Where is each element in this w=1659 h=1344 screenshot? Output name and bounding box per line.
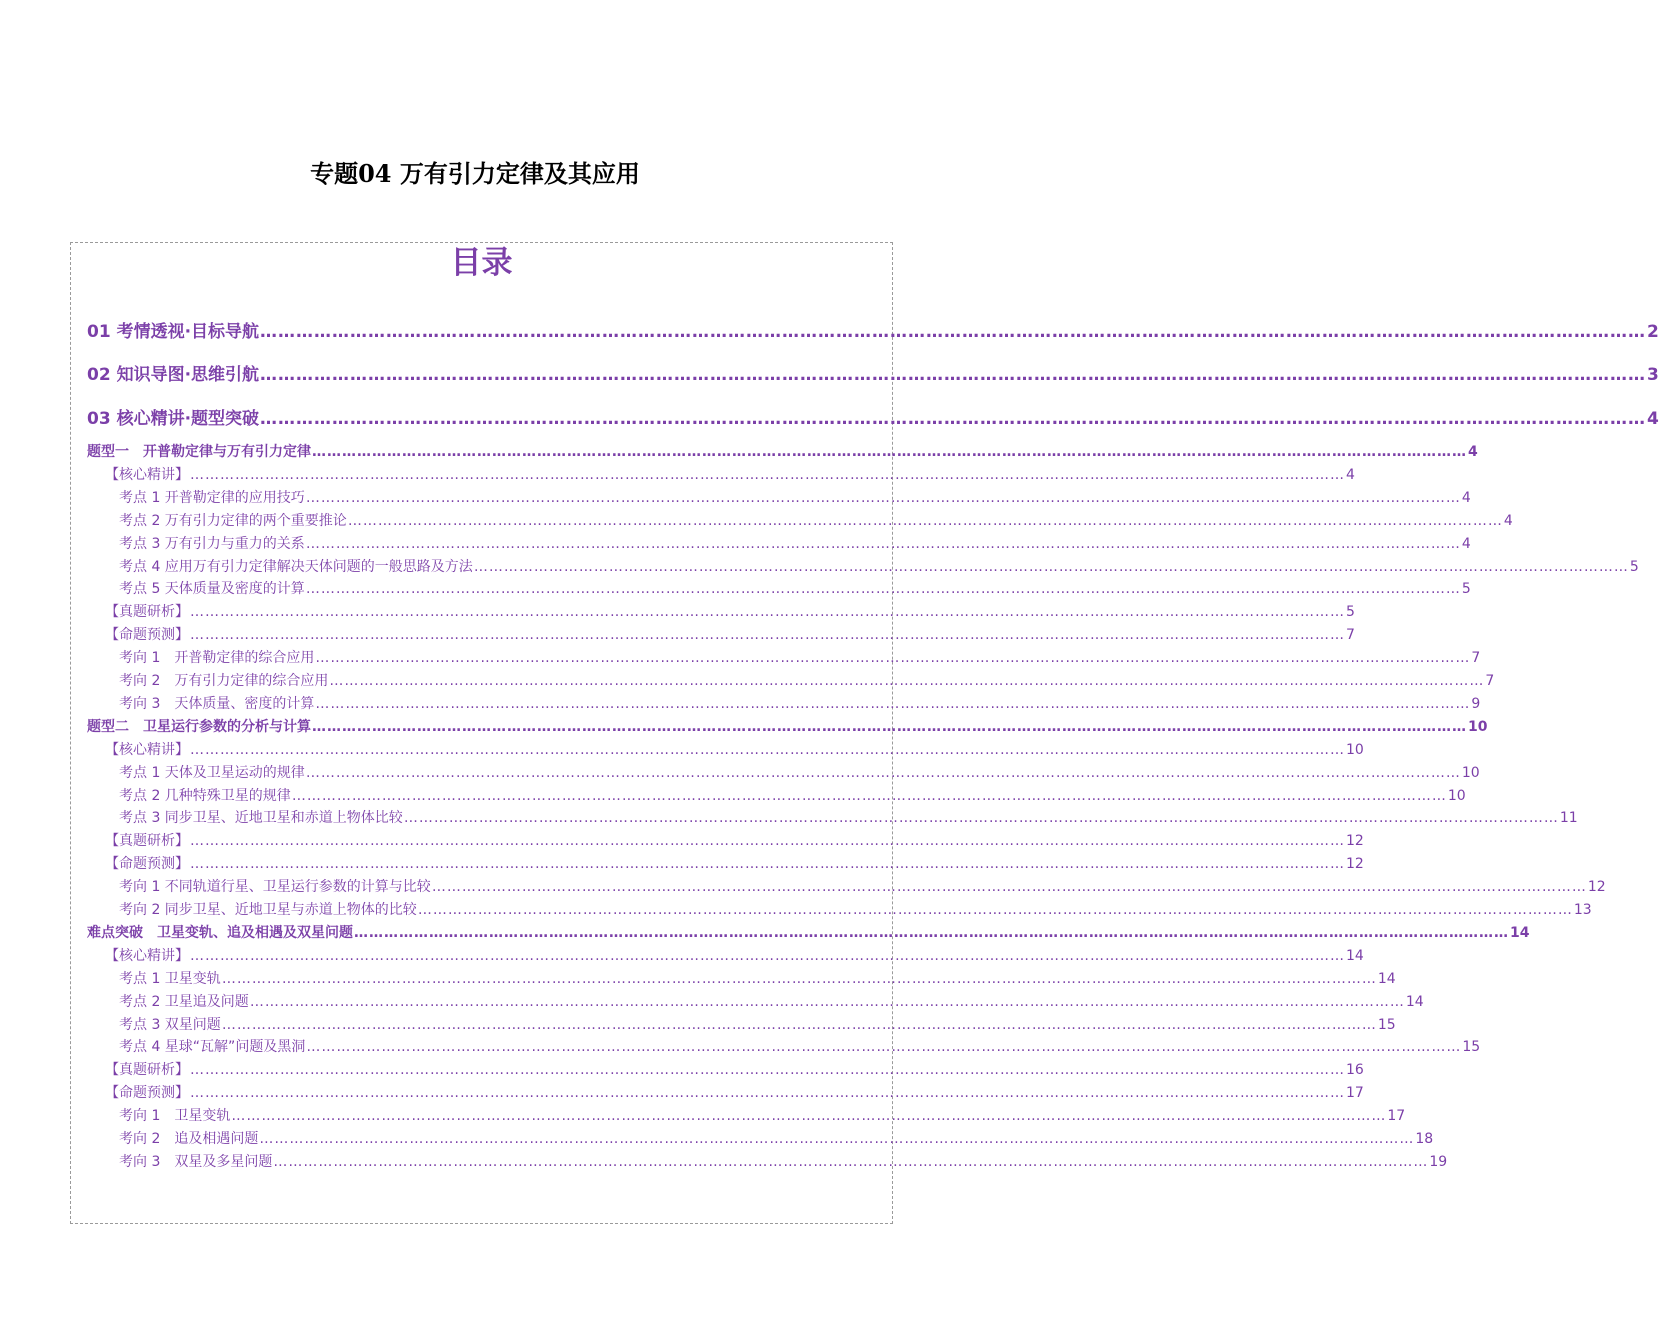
toc-entry-title: 考点 3 同步卫星、近地卫星和赤道上物体比较 [119,810,403,827]
toc-entry-page: 12 [1346,856,1364,873]
toc-entry-title: 题型一 开普勒定律与万有引力定律 [87,444,311,460]
toc-entry-page: 4 [1647,409,1659,429]
toc-entry-title: 考点 4 星球“瓦解”问题及黑洞 [119,1039,306,1056]
toc-entry-page: 4 [1346,466,1355,483]
toc-entry-page: 4 [1503,512,1513,529]
toc-entry-page: 7 [1485,673,1495,689]
toc-entry-title: 【命题预测】 [105,856,189,873]
toc-entry-title: 【真题研析】 [105,1062,189,1079]
toc-entry[interactable] [71,1082,1364,1102]
toc-entry-page: 12 [1346,833,1364,850]
toc-entry-page: 10 [1468,718,1488,735]
toc-dot-leader: …………………………………………………………………………………………………………………………………………………………………………………………………………… [190,741,1345,758]
toc-entry-page: 16 [1346,1062,1364,1079]
toc-dot-leader: …………………………………………………………………………………………………………………………………………………………………………………………………………… [431,879,1587,896]
toc-entry[interactable] [71,556,1639,576]
toc-entry-page: 7 [1471,650,1481,667]
toc-entry-title: 难点突破 卫星变轨、追及相遇及双星问题 [87,924,353,941]
toc-entry[interactable] [71,670,1495,690]
toc-entry[interactable] [71,785,1466,805]
toc-entry[interactable] [71,830,1364,850]
toc-entry-page: 2 [1647,322,1659,342]
toc-dot-leader: …………………………………………………………………………………………………………………………………………………………………………………………………………… [190,466,1345,483]
toc-dot-leader: …………………………………………………………………………………………………………………………………………………………………………………………………………… [306,1039,1462,1056]
toc-entry-title: 【核心精讲】 [105,947,189,964]
toc-entry-title: 02 知识导图·思维引航 [87,365,260,385]
toc-entry-page: 4 [1461,535,1471,552]
toc-entry[interactable] [71,578,1471,598]
toc-entry-page: 19 [1429,1153,1448,1170]
toc-entry-page: 17 [1346,1085,1364,1102]
toc-entry-title: 考向 2 追及相遇问题 [119,1131,259,1147]
toc-dot-leader: …………………………………………………………………………………………………………………………………………………………………………………………………………… [403,810,1559,827]
toc-entry[interactable] [71,510,1513,530]
toc-dot-leader: …………………………………………………………………………………………………………………………………………………………………………………………………………… [190,833,1345,850]
toc-dot-leader: …………………………………………………………………………………………………………………………………………………………………………………………………………… [312,718,1467,735]
toc-entry-page: 3 [1647,365,1659,385]
toc-entry-page: 15 [1462,1039,1481,1056]
table-of-contents [70,242,1659,1224]
toc-entry-page: 9 [1471,695,1481,712]
toc-dot-leader: …………………………………………………………………………………………………………………………………………………………………………………………………………… [190,856,1345,873]
toc-entry-title: 考点 2 几种特殊卫星的规律 [119,787,291,804]
toc-entry-title: 考向 2 万有引力定律的综合应用 [119,673,329,689]
toc-entry[interactable] [71,716,1488,736]
toc-entry[interactable] [71,487,1471,507]
toc-entry-title: 【核心精讲】 [105,741,189,758]
toc-entry-title: 考点 3 万有引力与重力的关系 [119,535,305,552]
toc-entry-page: 10 [1346,741,1364,758]
toc-dot-leader: …………………………………………………………………………………………………………………………………………………………………………………………………………… [260,322,1647,342]
toc-entry-title: 考点 5 天体质量及密度的计算 [119,581,305,598]
toc-dot-leader: …………………………………………………………………………………………………………………………………………………………………………………………………………… [190,947,1345,964]
toc-entry[interactable] [71,317,1659,342]
toc-dot-leader: …………………………………………………………………………………………………………………………………………………………………………………………………………… [260,409,1647,429]
toc-dot-leader: …………………………………………………………………………………………………………………………………………………………………………………………………………… [305,489,1461,506]
toc-entry-title: 题型二 卫星运行参数的分析与计算 [87,718,311,735]
toc-dot-leader: …………………………………………………………………………………………………………………………………………………………………………………………………………… [190,627,1345,644]
toc-entry[interactable] [71,968,1396,988]
toc-entry-title: 【命题预测】 [105,1085,189,1102]
toc-dot-leader: …………………………………………………………………………………………………………………………………………………………………………………………………………… [305,535,1461,552]
toc-entry[interactable] [71,360,1659,385]
toc-entry[interactable] [71,991,1424,1011]
toc-entry-page: 5 [1461,581,1471,598]
toc-entry-title: 考向 3 双星及多星问题 [119,1153,273,1170]
toc-dot-leader: …………………………………………………………………………………………………………………………………………………………………………………………………………… [273,1153,1429,1170]
toc-entry-page: 14 [1405,993,1424,1010]
toc-entry-title: 考向 2 同步卫星、近地卫星与赤道上物体的比较 [119,902,417,918]
toc-dot-leader: …………………………………………………………………………………………………………………………………………………………………………………………………………… [315,650,1471,667]
toc-entry-title: 【核心精讲】 [105,466,189,483]
toc-entry[interactable] [71,693,1481,713]
toc-entry[interactable] [71,739,1364,759]
toc-entry-title: 【命题预测】 [105,627,189,644]
toc-entry[interactable] [71,762,1480,782]
toc-entry[interactable] [71,647,1481,667]
toc-entry-title: 03 核心精讲·题型突破 [87,409,260,429]
toc-entry-page: 10 [1447,787,1466,804]
toc-dot-leader: …………………………………………………………………………………………………………………………………………………………………………………………………………… [354,924,1509,941]
toc-entry[interactable] [71,624,1355,644]
toc-entry-title: 【真题研析】 [105,604,189,621]
toc-entry[interactable] [71,464,1355,484]
toc-entry-page: 10 [1461,764,1480,781]
toc-entry-page: 5 [1346,604,1355,621]
toc-dot-leader: …………………………………………………………………………………………………………………………………………………………………………………………………………… [190,1085,1345,1102]
toc-dot-leader: …………………………………………………………………………………………………………………………………………………………………………………………………………… [249,993,1405,1010]
toc-dot-leader: …………………………………………………………………………………………………………………………………………………………………………………………………………… [312,444,1467,460]
toc-dot-leader: …………………………………………………………………………………………………………………………………………………………………………………………………………… [473,558,1629,575]
toc-entry[interactable] [71,1036,1481,1056]
toc-entry[interactable] [71,441,1478,461]
toc-heading: 目录 [450,245,513,281]
toc-entry[interactable] [71,1105,1406,1125]
toc-dot-leader: …………………………………………………………………………………………………………………………………………………………………………………………………………… [305,581,1461,598]
toc-dot-leader: …………………………………………………………………………………………………………………………………………………………………………………………………………… [417,902,1573,918]
toc-entry-title: 【真题研析】 [105,833,189,850]
toc-entry-page: 13 [1573,902,1592,918]
toc-dot-leader: …………………………………………………………………………………………………………………………………………………………………………………………………………… [259,1131,1415,1147]
toc-entry[interactable] [71,1128,1434,1148]
toc-dot-leader: …………………………………………………………………………………………………………………………………………………………………………………………………………… [221,970,1377,987]
toc-entry[interactable] [71,1151,1448,1171]
toc-dot-leader: …………………………………………………………………………………………………………………………………………………………………………………………………………… [190,604,1345,621]
toc-entry[interactable] [71,1014,1396,1034]
toc-dot-leader: …………………………………………………………………………………………………………………………………………………………………………………………………………… [347,512,1503,529]
toc-entry[interactable] [71,601,1355,621]
toc-entry-page: 14 [1346,947,1364,964]
toc-entry[interactable] [71,899,1592,919]
toc-entry-title: 考点 1 卫星变轨 [119,970,221,987]
toc-dot-leader: …………………………………………………………………………………………………………………………………………………………………………………………………………… [305,764,1461,781]
toc-entry-title: 考点 2 万有引力定律的两个重要推论 [119,512,347,529]
document-title: 专题04 万有引力定律及其应用 [310,159,640,188]
toc-entry[interactable] [71,876,1606,896]
toc-entry[interactable] [71,807,1578,827]
toc-dot-leader: …………………………………………………………………………………………………………………………………………………………………………………………………………… [221,1016,1377,1033]
toc-entry-page: 11 [1559,810,1578,827]
toc-entry-title: 考点 1 天体及卫星运动的规律 [119,764,305,781]
toc-entry[interactable] [71,404,1659,429]
toc-dot-leader: …………………………………………………………………………………………………………………………………………………………………………………………………………… [315,695,1471,712]
toc-entry-title: 考点 4 应用万有引力定律解决天体问题的一般思路及方法 [119,558,473,575]
toc-dot-leader: …………………………………………………………………………………………………………………………………………………………………………………………………………… [231,1108,1387,1125]
toc-entry-page: 5 [1629,558,1639,575]
toc-entry-title: 考向 1 不同轨道行星、卫星运行参数的计算与比较 [119,879,431,896]
toc-entry-title: 考向 1 卫星变轨 [119,1108,231,1125]
toc-entry-title: 考点 1 开普勒定律的应用技巧 [119,489,305,506]
toc-entry[interactable] [71,533,1471,553]
toc-entry-title: 考点 2 卫星追及问题 [119,993,249,1010]
toc-entry-page: 18 [1415,1131,1434,1147]
toc-entry-page: 12 [1587,879,1606,896]
toc-entry-page: 15 [1377,1016,1396,1033]
toc-entry-page: 4 [1461,489,1471,506]
toc-dot-leader: …………………………………………………………………………………………………………………………………………………………………………………………………………… [190,1062,1345,1079]
toc-entry-title: 考点 3 双星问题 [119,1016,221,1033]
toc-entry-title: 考向 3 天体质量、密度的计算 [119,695,315,712]
toc-entry-page: 4 [1468,444,1478,460]
toc-entry-title: 01 考情透视·目标导航 [87,322,260,342]
toc-entry[interactable] [71,853,1364,873]
toc-entry[interactable] [71,1059,1364,1079]
toc-dot-leader: …………………………………………………………………………………………………………………………………………………………………………………………………………… [291,787,1447,804]
toc-entry[interactable] [71,945,1364,965]
toc-entry-page: 14 [1377,970,1396,987]
toc-entry-title: 考向 1 开普勒定律的综合应用 [119,650,315,667]
toc-dot-leader: …………………………………………………………………………………………………………………………………………………………………………………………………………… [260,365,1647,385]
toc-dot-leader: …………………………………………………………………………………………………………………………………………………………………………………………………………… [329,673,1485,689]
toc-entry-page: 14 [1510,924,1530,941]
toc-entry-page: 17 [1387,1108,1406,1125]
toc-entry[interactable] [71,922,1530,942]
toc-entry-page: 7 [1346,627,1355,644]
